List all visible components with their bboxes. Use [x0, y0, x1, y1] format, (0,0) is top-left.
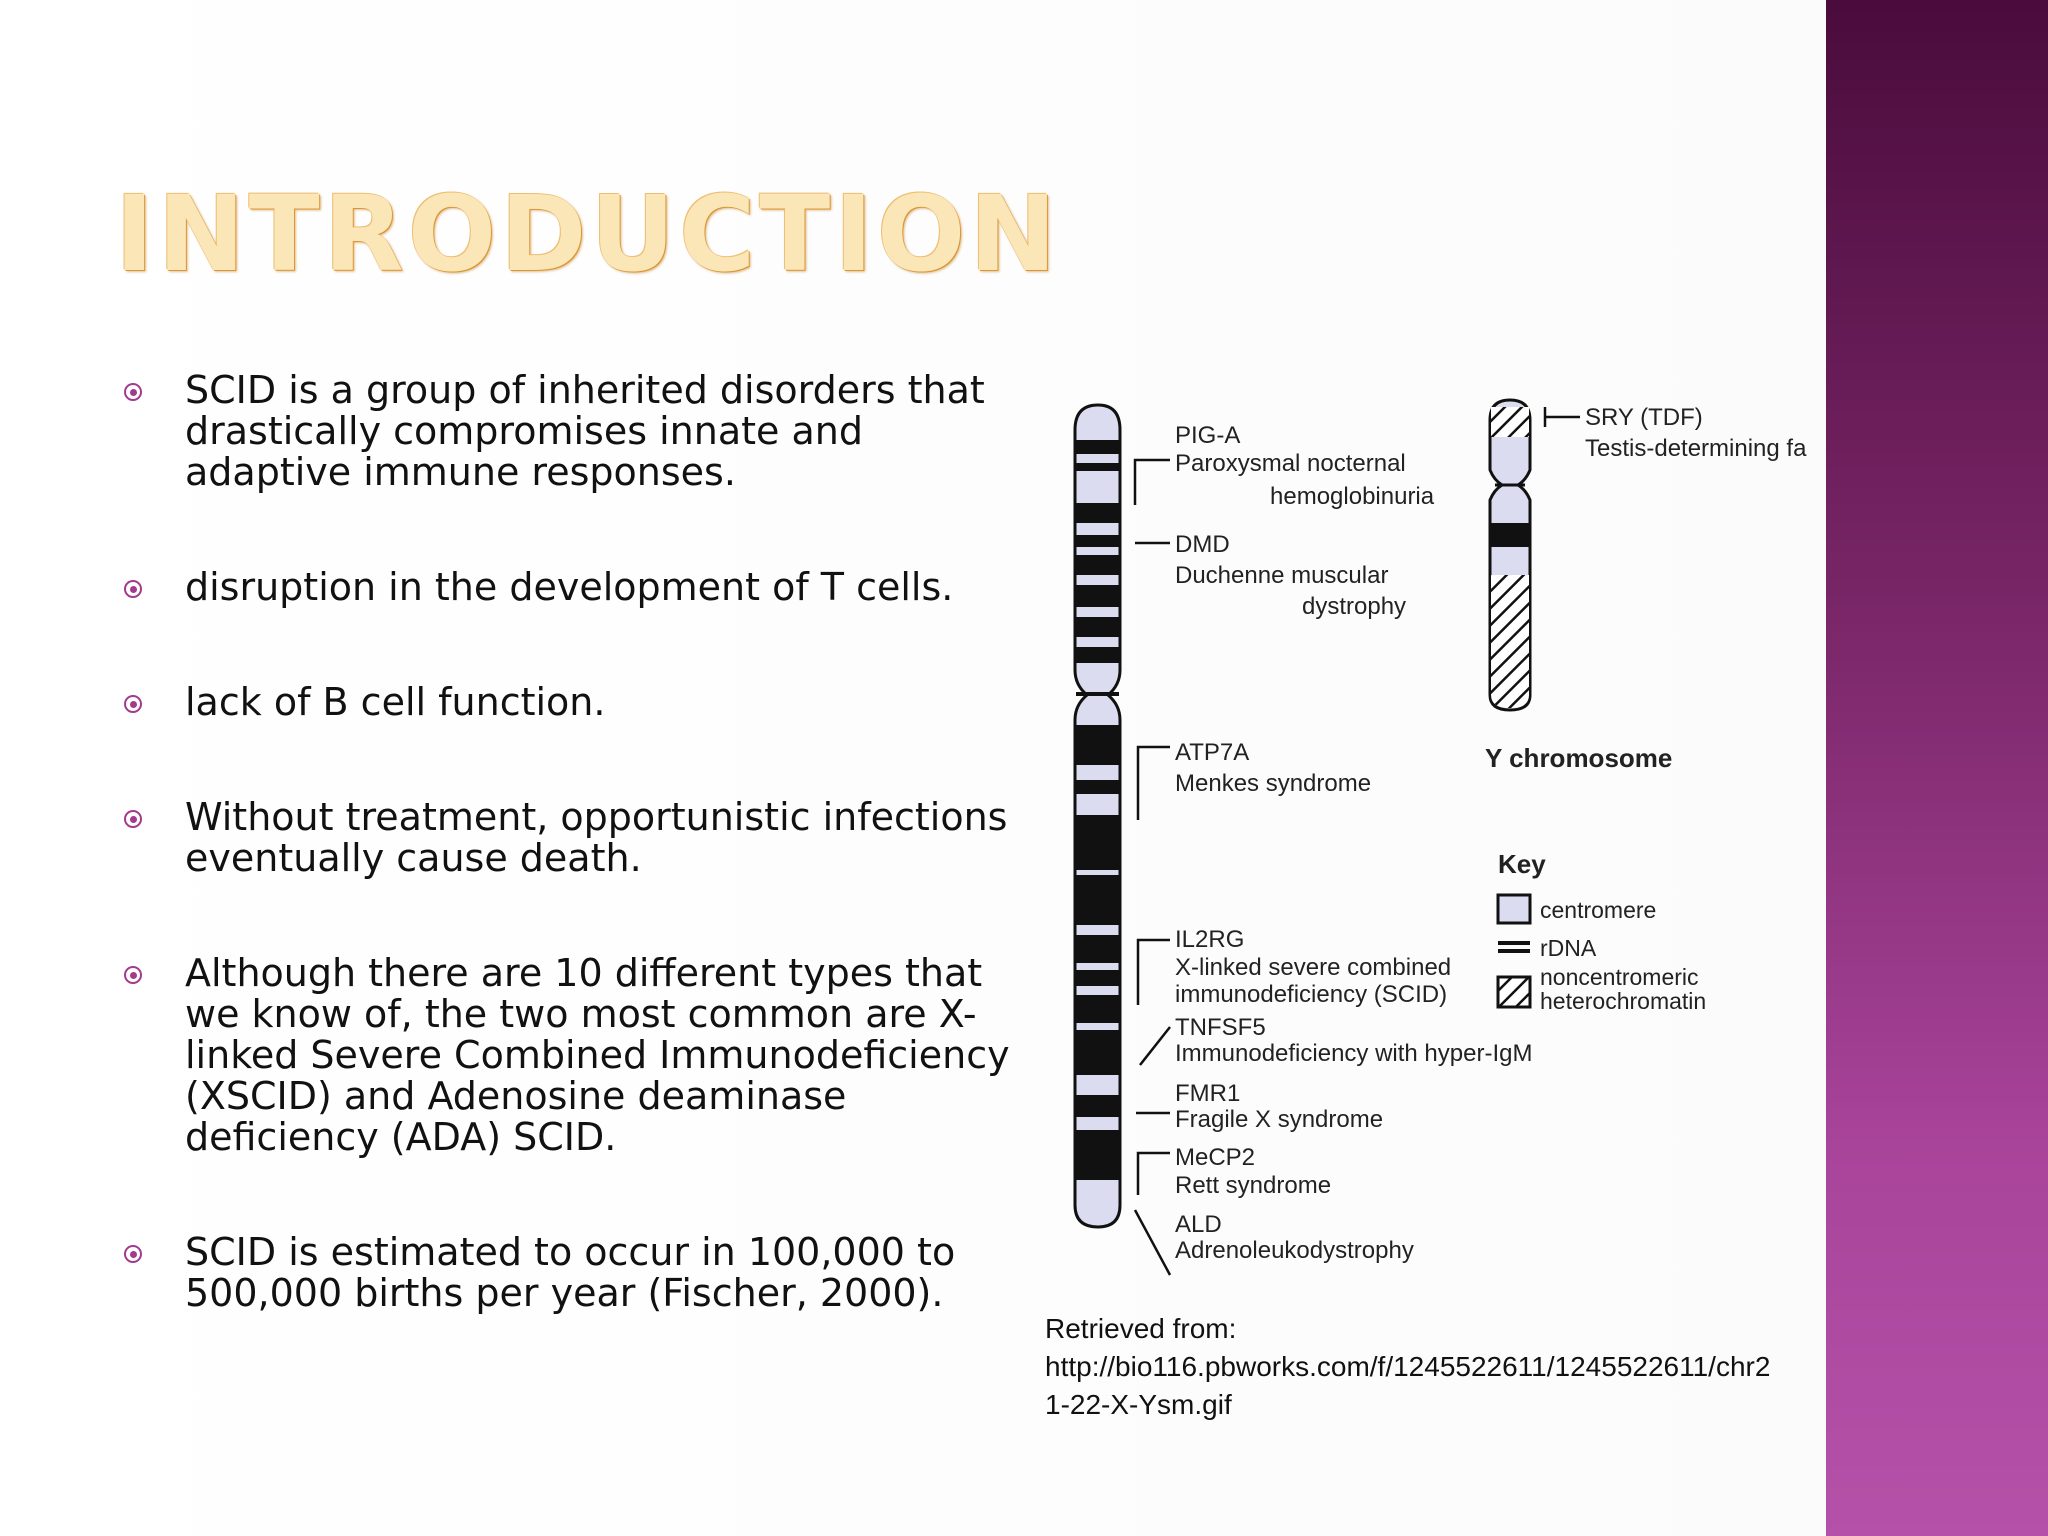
bullet-text: Although there are 10 different types that we know of, the two most common are X-linked Severe Combined Immunodeficiency (XSCID) and Adenosine deaminase deficiency (ADA) SCID. — [185, 951, 1010, 1159]
y-gene-description: Testis-determining fa — [1585, 435, 1807, 462]
key-label: heterochromatin — [1540, 988, 1707, 1014]
bullet-text: SCID is a group of inherited disorders that drastically compromises innate and adaptive immune responses. — [185, 368, 985, 494]
figure-key — [1498, 849, 1706, 1014]
gene-name: FMR1 — [1175, 1080, 1241, 1107]
disease-name: hemoglobinuria — [1270, 483, 1435, 510]
citation-line: 1-22-X-Ysm.gif — [1045, 1389, 1232, 1420]
bullet-item — [120, 682, 1020, 723]
slide-title: INTRODUCTION — [115, 173, 1061, 295]
gene-name: MeCP2 — [1175, 1144, 1256, 1171]
key-label: rDNA — [1540, 935, 1597, 961]
citation-line: Retrieved from: — [1045, 1313, 1237, 1344]
disease-name: immunodeficiency (SCID) — [1175, 981, 1448, 1008]
gene-name: ALD — [1175, 1211, 1222, 1238]
bullet-icon — [124, 383, 142, 401]
bullet-text: lack of B cell function. — [185, 680, 606, 724]
bullet-item — [120, 953, 1020, 1158]
heterochromatin-swatch — [1498, 977, 1530, 1007]
rdna-swatch — [1498, 941, 1530, 945]
y-chromosome — [1490, 400, 1530, 710]
disease-name: Immunodeficiency with hyper-IgM — [1175, 1040, 1533, 1067]
disease-name: Menkes syndrome — [1175, 770, 1372, 797]
disease-name: X-linked severe combined — [1175, 954, 1452, 981]
bullet-text: SCID is estimated to occur in 100,000 to 500,000 births per year (Fischer, 2000). — [185, 1230, 956, 1315]
leader-lines — [1135, 460, 1170, 1275]
citation-line: http://bio116.pbworks.com/f/1245522611/1245522611/chr2 — [1045, 1351, 1771, 1382]
bullet-icon — [124, 810, 142, 828]
bullet-icon — [124, 580, 142, 598]
bullet-item — [120, 370, 1020, 493]
y-gene-name: SRY (TDF) — [1585, 404, 1703, 431]
disease-name: Fragile X syndrome — [1175, 1106, 1384, 1133]
y-leader — [1545, 407, 1580, 427]
y-chromosome-label: Y chromosome — [1485, 743, 1673, 773]
image-citation — [1045, 1310, 1885, 1424]
disease-name: Paroxysmal nocternal — [1175, 450, 1406, 477]
key-label: centromere — [1540, 897, 1657, 923]
centromere-swatch — [1498, 895, 1530, 923]
disease-name: Duchenne muscular — [1175, 562, 1389, 589]
gene-name: ATP7A — [1175, 739, 1250, 766]
bullet-icon — [124, 966, 142, 984]
x-chromosome — [1075, 405, 1120, 1227]
disease-name: dystrophy — [1302, 593, 1407, 620]
key-title: Key — [1498, 849, 1546, 879]
gene-name: DMD — [1175, 531, 1230, 558]
gene-name: TNFSF5 — [1175, 1014, 1266, 1041]
gene-name: IL2RG — [1175, 926, 1245, 953]
gene-name: PIG-A — [1175, 422, 1241, 449]
bullet-text: Without treatment, opportunistic infections eventually cause death. — [185, 795, 1008, 880]
bullet-item — [120, 1232, 1020, 1314]
disease-name: Adrenoleukodystrophy — [1175, 1237, 1414, 1264]
bullet-item — [120, 567, 1020, 608]
disease-name: Rett syndrome — [1175, 1172, 1332, 1199]
bullet-list — [120, 370, 1020, 1388]
bullet-text: disruption in the development of T cells. — [185, 565, 954, 609]
gene-labels — [1175, 422, 1532, 1264]
bullet-item — [120, 797, 1020, 879]
decorative-side-band — [1826, 0, 2048, 1536]
bullet-icon — [124, 695, 142, 713]
bullet-icon — [124, 1245, 142, 1263]
key-label: noncentromeric — [1540, 964, 1699, 990]
chromosome-figure — [1040, 395, 1820, 1285]
